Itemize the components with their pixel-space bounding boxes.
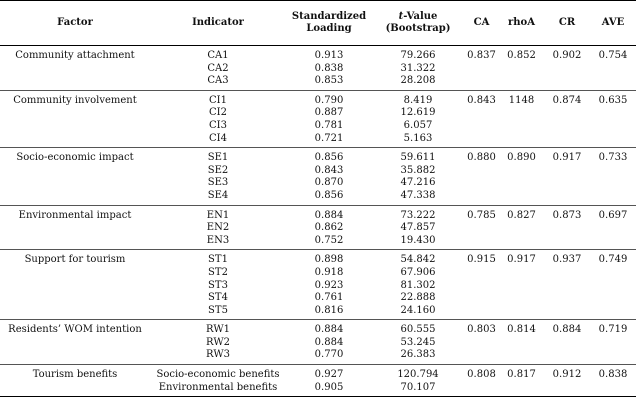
ca-cell: 0.803 <box>464 320 499 365</box>
tvalue-cell-item: 22.888 <box>400 292 436 304</box>
loading-cell-item: 0.913 <box>314 50 344 61</box>
factor-cell: Community involvement <box>0 90 150 147</box>
loading-cell-item: 0.770 <box>314 349 344 361</box>
loading-cell-item: 0.884 <box>314 324 344 336</box>
tvalue-cell <box>372 250 464 320</box>
tvalue-cell-item: 70.107 <box>400 381 436 393</box>
indicator-cell-item: RW2 <box>206 336 230 348</box>
header-tvalue-rest: -Value <box>403 11 438 22</box>
header-loading-line2: Loading <box>306 23 352 34</box>
factor-cell: Tourism benefits <box>0 365 150 397</box>
ca-cell: 0.837 <box>464 46 499 91</box>
loading-cell-item: 0.884 <box>314 336 344 348</box>
tvalue-cell <box>372 365 464 397</box>
tvalue-cell-item: 5.163 <box>403 132 433 144</box>
indicator-cell <box>150 90 286 147</box>
tvalue-cell-item: 47.216 <box>400 177 436 189</box>
tvalue-cell-item: 53.245 <box>400 336 436 348</box>
tvalue-cell <box>372 148 464 205</box>
header-indicator: Indicator <box>150 1 286 46</box>
rhoa-cell: 0.814 <box>499 320 544 365</box>
indicator-cell-item: SE4 <box>207 189 229 201</box>
ave-cell: 0.719 <box>590 320 636 365</box>
rhoa-cell: 0.817 <box>499 365 544 397</box>
cr-cell: 0.873 <box>544 205 590 250</box>
indicator-cell <box>150 148 286 205</box>
rhoa-cell: 0.890 <box>499 148 544 205</box>
factor-cell: Environmental impact <box>0 205 150 250</box>
cr-cell: 0.917 <box>544 148 590 205</box>
indicator-cell-item: CI1 <box>209 94 227 106</box>
rhoa-cell: 1148 <box>499 90 544 147</box>
header-loading <box>286 1 372 46</box>
header-tvalue <box>372 1 464 46</box>
cr-cell: 0.884 <box>544 320 590 365</box>
indicator-cell-item: ST5 <box>208 304 228 316</box>
header-ca: CA <box>464 1 499 46</box>
tvalue-cell-item: 54.842 <box>400 254 436 266</box>
tvalue-cell-item: 19.430 <box>400 234 436 246</box>
loading-cell <box>286 148 372 205</box>
loading-cell-item: 0.898 <box>314 254 344 266</box>
loading-cell-item: 0.856 <box>314 189 344 201</box>
loading-cell-item: 0.816 <box>314 304 344 316</box>
tvalue-cell-item: 47.857 <box>400 222 436 234</box>
ca-cell: 0.915 <box>464 250 499 320</box>
loading-cell-item: 0.853 <box>314 75 344 87</box>
ca-cell: 0.785 <box>464 205 499 250</box>
factor-cell: Residents’ WOM intention <box>0 320 150 365</box>
tvalue-cell-item: 28.208 <box>400 75 436 87</box>
factor-cell: Support for tourism <box>0 250 150 320</box>
indicator-cell-item: ST1 <box>208 254 228 266</box>
ave-cell: 0.749 <box>590 250 636 320</box>
indicator-cell-item: CI4 <box>209 132 227 144</box>
indicator-cell <box>150 365 286 397</box>
ave-cell: 0.733 <box>590 148 636 205</box>
table-body <box>0 46 636 397</box>
indicator-cell <box>150 250 286 320</box>
tvalue-cell-item: 59.611 <box>400 152 436 164</box>
indicator-cell-item: SE1 <box>207 152 229 164</box>
loading-cell-item: 0.721 <box>314 132 344 144</box>
loading-cell-item: 0.752 <box>314 234 344 246</box>
factor-cell: Community attachment <box>0 46 150 91</box>
indicator-cell-item: SE2 <box>207 164 229 176</box>
table-row <box>0 320 636 365</box>
header-factor: Factor <box>0 1 150 46</box>
indicator-cell-item: CI2 <box>209 107 227 119</box>
rhoa-cell: 0.852 <box>499 46 544 91</box>
header-cr: CR <box>544 1 590 46</box>
tvalue-cell-item: 8.419 <box>403 94 433 106</box>
loading-cell <box>286 365 372 397</box>
loading-cell-item: 0.923 <box>314 279 344 291</box>
indicator-cell <box>150 320 286 365</box>
table-row <box>0 250 636 320</box>
header-tvalue-line2: (Bootstrap) <box>385 23 451 34</box>
tvalue-cell-item: 12.619 <box>400 107 436 119</box>
cr-cell: 0.874 <box>544 90 590 147</box>
factor-cell: Socio-economic impact <box>0 148 150 205</box>
loading-cell-item: 0.905 <box>314 381 344 393</box>
indicator-cell-item: RW3 <box>206 349 230 361</box>
loading-cell-item: 0.887 <box>314 107 344 119</box>
tvalue-cell-item: 81.302 <box>400 279 436 291</box>
indicator-cell-item: EN1 <box>206 209 230 221</box>
tvalue-cell-item: 73.222 <box>400 209 436 221</box>
header-ave: AVE <box>590 1 636 46</box>
header-loading-line1: Standardized <box>291 11 367 22</box>
indicator-cell <box>150 205 286 250</box>
tvalue-cell-item: 31.322 <box>400 62 436 74</box>
loading-cell-item: 0.927 <box>314 369 344 381</box>
ca-cell: 0.808 <box>464 365 499 397</box>
indicator-cell-item: SE3 <box>207 177 229 189</box>
loading-cell <box>286 90 372 147</box>
header-tvalue-italic: t <box>398 11 404 22</box>
ave-cell: 0.635 <box>590 90 636 147</box>
indicator-cell-item: CA2 <box>207 62 229 74</box>
ave-cell: 0.697 <box>590 205 636 250</box>
table-row <box>0 205 636 250</box>
header-rhoa: rhoA <box>499 1 544 46</box>
cr-cell: 0.937 <box>544 250 590 320</box>
rhoa-cell: 0.917 <box>499 250 544 320</box>
cr-cell: 0.902 <box>544 46 590 91</box>
loading-cell-item: 0.884 <box>314 209 344 221</box>
loading-cell-item: 0.781 <box>314 119 344 131</box>
tvalue-cell-item: 6.057 <box>403 119 433 131</box>
tvalue-cell-item: 26.383 <box>400 349 436 361</box>
tvalue-cell <box>372 320 464 365</box>
table-row <box>0 148 636 205</box>
ca-cell: 0.843 <box>464 90 499 147</box>
table-row <box>0 90 636 147</box>
rhoa-cell: 0.827 <box>499 205 544 250</box>
indicator-cell-item: ST4 <box>208 292 228 304</box>
indicator-cell-item: CI3 <box>209 119 227 131</box>
loading-cell-item: 0.838 <box>314 62 344 74</box>
tvalue-cell-item: 79.266 <box>400 50 436 61</box>
tvalue-cell-item: 67.906 <box>400 266 436 278</box>
indicator-cell-item: EN3 <box>206 234 230 246</box>
table-row <box>0 365 636 397</box>
header-row <box>0 1 636 46</box>
indicator-cell-item: Socio-economic benefits <box>156 369 280 381</box>
tvalue-cell-item: 60.555 <box>400 324 436 336</box>
loading-cell <box>286 46 372 91</box>
tvalue-cell-item: 47.338 <box>400 189 436 201</box>
loading-cell <box>286 250 372 320</box>
tvalue-cell <box>372 90 464 147</box>
loading-cell-item: 0.790 <box>314 94 344 106</box>
indicator-cell-item: RW1 <box>206 324 230 336</box>
indicator-cell-item: ST3 <box>208 279 228 291</box>
table-row <box>0 46 636 91</box>
indicator-cell-item: EN2 <box>206 222 230 234</box>
loading-cell-item: 0.862 <box>314 222 344 234</box>
indicator-cell-item: Environmental benefits <box>158 381 278 393</box>
loading-cell <box>286 205 372 250</box>
loading-cell-item: 0.918 <box>314 266 344 278</box>
indicator-cell-item: ST2 <box>208 266 228 278</box>
tvalue-cell-item: 120.794 <box>397 369 439 381</box>
loading-cell-item: 0.856 <box>314 152 344 164</box>
ave-cell: 0.838 <box>590 365 636 397</box>
loading-cell-item: 0.761 <box>314 292 344 304</box>
indicator-cell <box>150 46 286 91</box>
tvalue-cell <box>372 205 464 250</box>
indicator-cell-item: CA1 <box>207 50 229 61</box>
ave-cell: 0.754 <box>590 46 636 91</box>
ca-cell: 0.880 <box>464 148 499 205</box>
loading-cell-item: 0.843 <box>314 164 344 176</box>
tvalue-cell-item: 35.882 <box>400 164 436 176</box>
loading-cell-item: 0.870 <box>314 177 344 189</box>
tvalue-cell-item: 24.160 <box>400 304 436 316</box>
indicator-cell-item: CA3 <box>207 75 229 87</box>
tvalue-cell <box>372 46 464 91</box>
cr-cell: 0.912 <box>544 365 590 397</box>
loading-cell <box>286 320 372 365</box>
